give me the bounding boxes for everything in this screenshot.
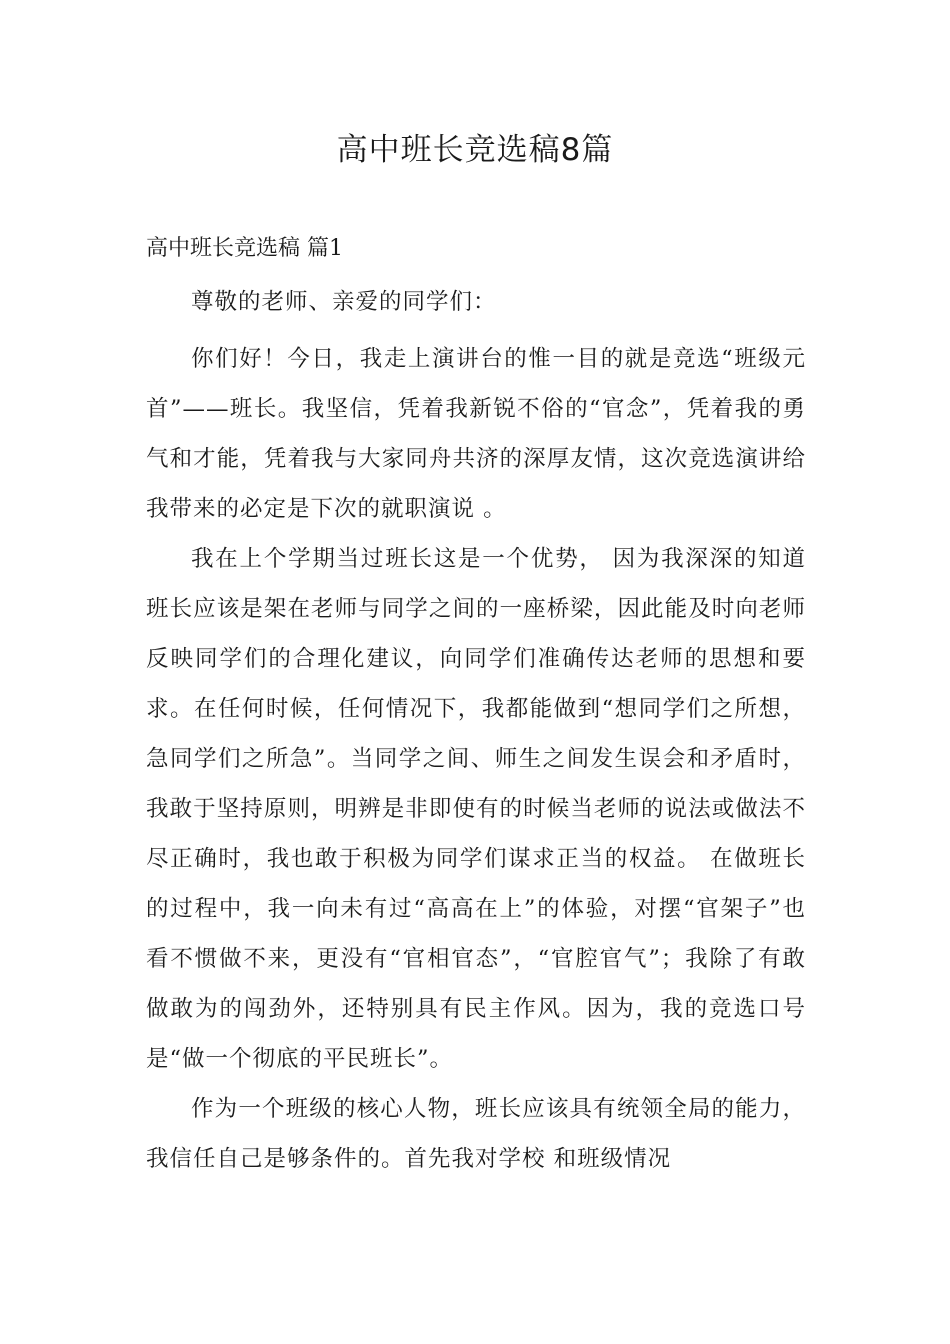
paragraph-salutation: 尊敬的老师、亲爱的同学们： — [191, 289, 497, 315]
paragraph-leadership: 作为一个班级的核心人物，班长应该具有统领全局的能力，我信任自己是够条件的。首先我对学校 和班级情况 — [146, 1096, 806, 1172]
document-body — [146, 282, 806, 1184]
paragraph-greeting: 你们好！今日，我走上演讲台的惟一目的就是竞选“班级元首”——班长。我坚信，凭着我新锐不俗的“官念”，凭着我的勇气和才能，凭着我与大家同舟共济的深厚友情，这次竞选演讲给我带来的必定是下次的就职演说 。 — [146, 346, 806, 522]
section-heading: 高中班长竞选稿 篇1 — [146, 236, 343, 261]
paragraph-experience: 我在上个学期当过班长这是一个优势， 因为我深深的知道班长应该是架在老师与同学之间的一座桥梁，因此能及时向老师反映同学们的合理化建议，向同学们准确传达老师的思想和要求。在任何时候，任何情况下，我都能做到“想同学们之所想，急同学们之所急”。当同学之间、师生之间发生误会和矛盾时，我敢于坚持原则，明辨是非即使有的时候当老师的说法或做法不尽正确时，我也敢于积极为同学们谋求正当的权益。 在做班长的过程中，我一向未有过“高高在上”的体验，对摆“官架子”也看不惯做不来，更没有“官相官态”，“官腔官气”；我除了有敢做敢为的闯劲外，还特别具有民主作风。因为，我的竞选口号是“做一个彻底的平民班长”。 — [146, 546, 806, 1072]
document-title: 高中班长竞选稿8篇 — [336, 132, 614, 168]
